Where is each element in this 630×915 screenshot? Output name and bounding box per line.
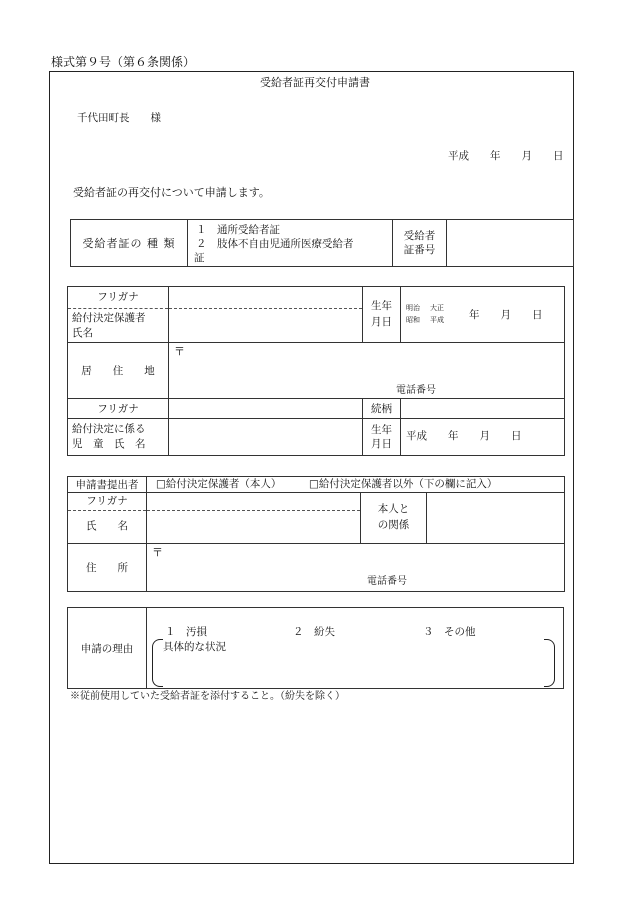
cert-number-label-2: 証番号 [403,244,436,256]
cert-option-2: ２ 肢体不自由児通所医療受給者 [196,238,354,250]
details-bracket-left [152,639,163,687]
child-birth-label-2: 月日 [371,438,392,450]
submitter-option-self[interactable]: □給付決定保護者（本人） [156,478,282,490]
guardian-birth-field[interactable] [401,287,565,343]
intro-text: 受給者証の再交付について申請します。 [73,186,270,199]
submitter-relation-field[interactable] [427,493,565,544]
child-furigana-label: フリガナ [68,399,169,419]
reason-option-3[interactable]: ３ その他 [423,626,476,638]
child-name-label [68,419,169,456]
guardian-name-label-2: 氏名 [72,327,93,339]
footnote: ※従前使用していた受給者証を添付すること。（紛失を除く） [70,691,345,702]
cert-option-2-cont: 証 [194,252,205,264]
era-heisei: 平成 [430,316,444,324]
reason-option-2[interactable]: ２ 紛失 [293,626,335,638]
reason-details-label: 具体的な状況 [163,641,226,653]
era-showa: 昭和 [406,316,420,324]
child-birth-value: 平成 年 月 日 [406,430,522,442]
reason-option-1[interactable]: １ 汚損 [165,626,207,638]
relation-field[interactable] [401,399,565,419]
guardian-name-field[interactable] [169,287,363,343]
child-furigana-field[interactable] [169,399,363,419]
submitter-name-label: 氏 名 [86,520,128,532]
child-birth-field[interactable] [401,419,565,456]
address-field[interactable] [169,343,565,399]
phone-label: 電話番号 [396,385,436,396]
guardian-name-label-1: 給付決定保護者 [72,312,146,324]
cert-number-label [393,220,447,267]
era-taisho: 大正 [430,304,444,312]
guardian-furigana-label: フリガナ [97,291,139,303]
details-bracket-right [544,639,555,687]
submitter-relation-label-2: の関係 [377,519,410,531]
submitter-label: 申請書提出者 [68,477,147,493]
page-title: 受給者証再交付申請書 [260,76,370,89]
submitter-options[interactable] [147,477,565,493]
submitter-postal-mark: 〒 [152,546,163,559]
submitter-phone-label: 電話番号 [367,576,407,587]
guardian-birth-ymd: 年 月 日 [469,309,543,321]
cert-type-options[interactable] [188,220,393,267]
submitter-name-label-cell [68,493,147,544]
guardian-name-label-cell [68,287,169,343]
cert-option-1: １ 通所受給者証 [196,224,280,236]
reason-field[interactable] [147,608,564,689]
child-name-label-2: 児 童 氏 名 [72,438,146,450]
date-line: 平成 年 月 日 [448,150,564,162]
cert-number-field[interactable] [447,220,574,267]
addressee: 千代田町長 様 [77,112,161,124]
submitter-relation-label-1: 本人と [377,503,410,516]
reason-table [67,607,564,689]
address-label: 居 住 地 [68,343,169,399]
cert-number-label-1: 受給者 [403,229,436,242]
guardian-table [67,286,565,456]
submitter-relation-label [361,493,427,544]
submitter-table [67,476,565,592]
child-name-label-1: 給付決定に係る [72,423,146,436]
cert-type-label: 受給者証の 種 類 [71,220,188,267]
child-birth-label-1: 生年 [371,423,392,436]
form-number: 様式第９号（第６条関係） [51,55,196,69]
guardian-birth-label-1: 生年 [371,300,392,313]
child-name-field[interactable] [169,419,363,456]
era-meiji: 明治 [406,304,420,312]
reason-label: 申請の理由 [68,608,147,689]
relation-label: 続柄 [363,399,401,419]
submitter-furigana-label: フリガナ [86,495,128,507]
guardian-birth-label-2: 月日 [371,315,392,328]
submitter-address-field[interactable] [147,544,565,592]
submitter-address-label: 住 所 [68,544,147,592]
child-birth-label [363,419,401,456]
submitter-option-other[interactable]: □給付決定保護者以外（下の欄に記入） [309,478,498,490]
guardian-birth-label [363,287,401,343]
submitter-name-field[interactable] [147,493,361,544]
postal-mark: 〒 [174,345,185,358]
certificate-type-table [70,219,574,267]
